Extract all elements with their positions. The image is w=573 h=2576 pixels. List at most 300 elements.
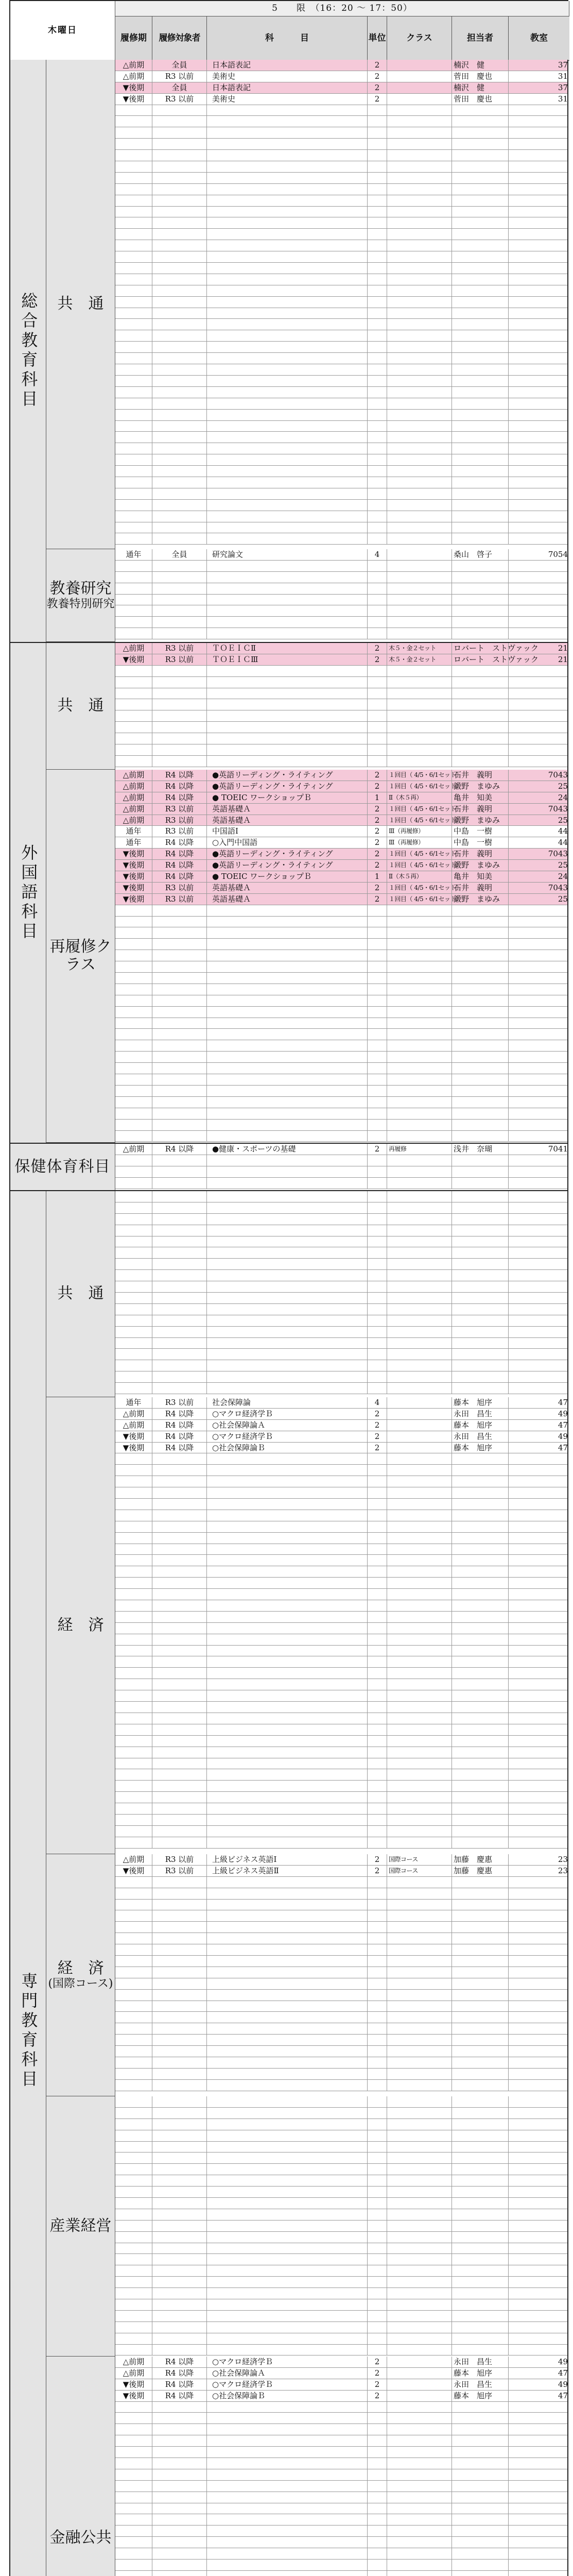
cell-instructor	[452, 699, 509, 710]
cell-credits: 2	[368, 2368, 387, 2379]
cell-room	[509, 127, 569, 138]
cell-term	[115, 1281, 152, 1292]
table-row	[115, 973, 567, 984]
cell-instructor	[452, 1214, 509, 1225]
cell-class	[387, 561, 452, 571]
cell-credits	[368, 1155, 387, 1166]
cell-class	[387, 2288, 452, 2299]
table-row	[115, 2142, 567, 2153]
cell-instructor	[452, 561, 509, 571]
cell-room	[509, 1166, 569, 1177]
cell-credits	[368, 1510, 387, 1521]
cell-class	[387, 1967, 452, 1978]
cell-target	[152, 1097, 207, 1108]
cell-term	[115, 2119, 152, 2130]
table-row	[115, 2080, 567, 2091]
cell-subject	[207, 2322, 368, 2333]
cell-instructor	[452, 1270, 509, 1281]
cell-credits	[368, 1815, 387, 1825]
category-label: 保健体育科目	[10, 1144, 115, 1190]
table-row	[115, 2265, 567, 2277]
cell-subject	[207, 617, 368, 628]
cell-subject	[207, 1877, 368, 1888]
cell-instructor	[452, 2481, 509, 2492]
cell-room: 47	[558, 2368, 568, 2378]
table-row	[115, 1281, 567, 1293]
cell-credits	[368, 583, 387, 594]
table-row	[115, 1900, 567, 1911]
cell-term	[115, 1781, 152, 1791]
cell-target	[152, 308, 207, 319]
cell-term: ▼後期	[115, 883, 152, 893]
cell-class	[387, 1270, 452, 1281]
cell-target	[152, 1487, 207, 1498]
cell-target	[152, 398, 207, 409]
cell-subject: ● TOEIC ワークショップＢ	[207, 871, 368, 882]
cell-term	[115, 1510, 152, 1521]
cell-subject	[207, 1888, 368, 1899]
cell-room	[509, 710, 569, 721]
cell-target	[152, 628, 207, 639]
cell-instructor	[452, 161, 509, 172]
cell-class	[387, 1293, 452, 1303]
cell-class: Ⅱ（木５再）	[387, 792, 452, 803]
cell-room: 25	[558, 781, 568, 791]
cell-term	[115, 1888, 152, 1899]
cell-subject	[207, 240, 368, 251]
cell-room	[509, 1281, 569, 1292]
cell-class	[387, 1713, 452, 1724]
cell-class	[387, 2514, 452, 2525]
cell-target	[152, 939, 207, 950]
cell-class	[387, 1646, 452, 1656]
cell-instructor: ロバート ストヴァック	[452, 654, 509, 665]
cell-instructor	[452, 1555, 509, 1566]
table-row	[115, 643, 567, 654]
cell-term: △前期	[115, 1420, 152, 1431]
cell-room: 21	[558, 643, 568, 653]
cell-credits	[368, 297, 387, 308]
cell-target	[152, 1747, 207, 1758]
cell-subject: 美術史	[207, 71, 368, 82]
cell-target	[152, 927, 207, 938]
cell-class	[387, 2046, 452, 2057]
cell-subject	[207, 1236, 368, 1247]
subcategory-name: 産業経営	[49, 2216, 112, 2235]
cell-target	[152, 677, 207, 688]
cell-target	[152, 1837, 207, 1848]
cell-term	[115, 1155, 152, 1166]
cell-term: 通年	[115, 549, 152, 560]
cell-credits	[368, 1792, 387, 1803]
cell-instructor	[452, 628, 509, 639]
cell-class	[387, 127, 452, 138]
table-row	[115, 1724, 567, 1736]
cell-target	[152, 722, 207, 733]
cell-room	[509, 376, 569, 386]
category-block	[10, 1144, 567, 1191]
cell-instructor	[452, 1600, 509, 1611]
subcategory-text	[46, 938, 115, 974]
cell-subject	[207, 1600, 368, 1611]
cell-room	[509, 1349, 569, 1360]
table-row	[115, 595, 567, 606]
cell-subject	[207, 2447, 368, 2458]
cell-term	[115, 1967, 152, 1978]
cell-credits	[368, 2232, 387, 2243]
cell-room	[509, 2526, 569, 2536]
column-header-room: 教室	[509, 16, 569, 61]
cell-target	[152, 2413, 207, 2424]
cell-room	[509, 2119, 569, 2130]
cell-subject	[207, 1178, 368, 1189]
cell-room	[509, 1623, 569, 1634]
cell-room	[509, 297, 569, 308]
cell-target	[152, 2537, 207, 2548]
cell-class	[387, 2035, 452, 2045]
cell-room	[509, 905, 569, 916]
cell-target	[152, 688, 207, 699]
cell-credits	[368, 2209, 387, 2220]
table-row	[115, 1155, 567, 1166]
cell-subject: ●健康・スポーツの基礎	[207, 1144, 368, 1155]
cell-term	[115, 939, 152, 950]
cell-room	[509, 2288, 569, 2299]
cell-term: △前期	[115, 1409, 152, 1419]
cell-class	[387, 60, 452, 71]
table-row	[115, 2175, 567, 2187]
table-row	[115, 217, 567, 229]
subcategory-label	[46, 1854, 115, 2096]
table-row	[115, 1956, 567, 1967]
cell-term	[115, 2526, 152, 2536]
table-row	[115, 2108, 567, 2119]
cell-target: R4 以降	[152, 781, 207, 792]
cell-credits	[368, 1702, 387, 1713]
cell-room	[509, 1600, 569, 1611]
cell-subject	[207, 1131, 368, 1142]
cell-instructor	[452, 572, 509, 583]
cell-instructor	[452, 2402, 509, 2413]
cell-instructor	[452, 1029, 509, 1040]
cell-room	[509, 973, 569, 984]
cell-credits: 2	[368, 894, 387, 905]
cell-target	[152, 2119, 207, 2130]
cell-room	[509, 1304, 569, 1315]
cell-class	[387, 1612, 452, 1622]
column-header-instructor: 担当者	[452, 16, 509, 61]
cell-subject	[207, 710, 368, 721]
cell-term	[115, 1040, 152, 1051]
cell-room	[509, 995, 569, 1006]
cell-credits	[368, 2057, 387, 2068]
cell-class: Ⅱ（木５再）	[387, 871, 452, 882]
cell-term: 通年	[115, 1397, 152, 1408]
cell-target	[152, 605, 207, 616]
cell-instructor	[452, 1453, 509, 1464]
cell-target	[152, 1736, 207, 1747]
cell-room	[509, 688, 569, 699]
table-row	[115, 1713, 567, 1724]
cell-target: R4 以降	[152, 1443, 207, 1453]
cell-term	[115, 756, 152, 767]
cell-room	[509, 961, 569, 972]
cell-subject	[207, 628, 368, 639]
cell-class	[387, 1420, 452, 1431]
cell-room	[509, 2096, 569, 2107]
cell-term	[115, 1910, 152, 1921]
cell-target	[152, 2526, 207, 2536]
cell-credits	[368, 1040, 387, 1051]
cell-term	[115, 2243, 152, 2254]
cell-target: R3 以前	[152, 883, 207, 893]
category-block	[10, 1191, 567, 2576]
cell-subject: ●英語リーディング・ライティング	[207, 849, 368, 859]
cell-class	[387, 1933, 452, 1944]
cell-credits	[368, 421, 387, 432]
cell-class	[387, 688, 452, 699]
cell-instructor	[452, 595, 509, 605]
cell-room	[509, 229, 569, 240]
table-row	[115, 1679, 567, 1690]
cell-credits	[368, 1578, 387, 1588]
subcategory-label	[46, 60, 115, 549]
cell-term	[115, 2012, 152, 2023]
cell-term	[115, 1555, 152, 1566]
table-row	[115, 1063, 567, 1074]
cell-room	[509, 1713, 569, 1724]
cell-target	[152, 733, 207, 744]
cell-subject	[207, 1724, 368, 1735]
cell-room	[509, 2080, 569, 2091]
cell-term	[115, 443, 152, 454]
cell-target: R4 以降	[152, 1431, 207, 1442]
cell-instructor	[452, 2447, 509, 2458]
table-row	[115, 1293, 567, 1304]
cell-credits	[368, 699, 387, 710]
cell-class	[387, 2503, 452, 2514]
cell-credits	[368, 184, 387, 195]
cell-credits	[368, 1029, 387, 1040]
table-row	[115, 2402, 567, 2413]
cell-class	[387, 2080, 452, 2091]
cell-room: 37	[558, 82, 568, 92]
cell-room	[509, 2458, 569, 2469]
cell-subject	[207, 376, 368, 386]
cell-term	[115, 1612, 152, 1622]
cell-term	[115, 2130, 152, 2141]
table-row	[115, 1383, 567, 1394]
cell-subject: 日本語表記	[207, 60, 368, 71]
table-row	[115, 1600, 567, 1612]
cell-term	[115, 1383, 152, 1394]
cell-room	[509, 173, 569, 183]
cell-term: △前期	[115, 2357, 152, 2367]
cell-class	[387, 1349, 452, 1360]
cell-target	[152, 1476, 207, 1487]
cell-subject: ○入門中国語	[207, 837, 368, 848]
cell-term	[115, 2057, 152, 2068]
cell-room: 7041	[548, 1144, 568, 1154]
table-row	[115, 605, 567, 617]
table-row	[115, 883, 567, 894]
cell-instructor	[452, 454, 509, 465]
cell-class	[387, 1259, 452, 1269]
cell-target	[152, 364, 207, 375]
cell-class	[387, 1533, 452, 1544]
cell-class	[387, 2322, 452, 2333]
cell-subject	[207, 285, 368, 296]
table-row	[115, 1944, 567, 1956]
cell-subject	[207, 522, 368, 533]
cell-credits: 2	[368, 826, 387, 837]
cell-term	[115, 1944, 152, 1955]
cell-target	[152, 1533, 207, 1544]
cell-subject	[207, 1634, 368, 1645]
cell-target	[152, 477, 207, 488]
cell-credits	[368, 1679, 387, 1690]
cell-term	[115, 2001, 152, 2012]
cell-subject: ○マクロ経済学Ｂ	[207, 2357, 368, 2367]
cell-credits	[368, 1166, 387, 1177]
table-row	[115, 1371, 567, 1383]
cell-credits	[368, 1063, 387, 1074]
cell-room	[509, 677, 569, 688]
cell-instructor: 加藤 慶惠	[452, 1854, 509, 1865]
cell-instructor	[452, 1837, 509, 1848]
cell-credits	[368, 1944, 387, 1955]
cell-class	[387, 1634, 452, 1645]
cell-room	[509, 1656, 569, 1667]
cell-room	[509, 1702, 569, 1713]
cell-class	[387, 308, 452, 319]
cell-target	[152, 2447, 207, 2458]
cell-term	[115, 1713, 152, 1724]
cell-subject	[207, 561, 368, 571]
cell-term: ▼後期	[115, 82, 152, 93]
table-row	[115, 1178, 567, 1189]
cell-room	[509, 1724, 569, 1735]
cell-instructor	[452, 1877, 509, 1888]
cell-target: R3 以前	[152, 94, 207, 105]
cell-credits	[368, 1566, 387, 1577]
cell-class	[387, 1656, 452, 1667]
cell-subject	[207, 2153, 368, 2163]
cell-target	[152, 1338, 207, 1349]
cell-credits: 2	[368, 654, 387, 665]
cell-target	[152, 2012, 207, 2023]
cell-subject	[207, 1304, 368, 1315]
cell-class	[387, 2424, 452, 2435]
cell-instructor	[452, 1007, 509, 1018]
table-row	[115, 2435, 567, 2447]
cell-subject	[207, 1646, 368, 1656]
cell-instructor	[452, 127, 509, 138]
cell-subject	[207, 195, 368, 206]
cell-room	[509, 595, 569, 605]
cell-term	[115, 263, 152, 274]
cell-subject	[207, 1052, 368, 1062]
cell-target	[152, 1956, 207, 1967]
cell-subject	[207, 1371, 368, 1382]
cell-subject	[207, 500, 368, 511]
cell-room	[509, 511, 569, 522]
cell-target	[152, 1933, 207, 1944]
cell-room: 7043	[548, 770, 568, 779]
cell-instructor	[452, 477, 509, 488]
table-row	[115, 1510, 567, 1521]
cell-class	[387, 353, 452, 364]
cell-credits	[368, 1247, 387, 1258]
cell-target	[152, 756, 207, 767]
cell-instructor	[452, 1383, 509, 1394]
cell-term: ▼後期	[115, 94, 152, 105]
cell-target	[152, 263, 207, 274]
cell-room	[509, 522, 569, 533]
cell-room	[509, 1465, 569, 1476]
cell-subject	[207, 421, 368, 432]
cell-room	[509, 605, 569, 616]
cell-target: 全員	[152, 60, 207, 71]
cell-credits	[368, 2402, 387, 2413]
cell-class	[387, 2379, 452, 2390]
cell-subject	[207, 927, 368, 938]
cell-room	[509, 274, 569, 285]
cell-instructor: 永田 昌生	[452, 1409, 509, 1419]
table-row	[115, 1612, 567, 1623]
cell-target	[152, 330, 207, 341]
cell-subject: ＴＯＥＩＣⅡ	[207, 643, 368, 654]
cell-credits	[368, 2322, 387, 2333]
cell-instructor: 中島 一樹	[452, 826, 509, 837]
cell-instructor	[452, 229, 509, 240]
cell-credits	[368, 2469, 387, 2480]
cell-term	[115, 1679, 152, 1690]
cell-room	[509, 2311, 569, 2321]
cell-room	[509, 1877, 569, 1888]
cell-class	[387, 82, 452, 93]
cell-credits	[368, 319, 387, 330]
cell-term	[115, 161, 152, 172]
table-row	[115, 1214, 567, 1225]
cell-target	[152, 710, 207, 721]
cell-subject	[207, 477, 368, 488]
cell-target	[152, 1120, 207, 1130]
cell-class	[387, 1566, 452, 1577]
cell-term	[115, 2402, 152, 2413]
cell-target	[152, 1679, 207, 1690]
cell-term	[115, 2035, 152, 2045]
cell-class	[387, 1155, 452, 1166]
cell-room: 31	[558, 71, 568, 81]
cell-credits	[368, 1383, 387, 1394]
cell-credits	[368, 1281, 387, 1292]
cell-instructor	[452, 173, 509, 183]
cell-target	[152, 1769, 207, 1780]
cell-instructor	[452, 1338, 509, 1349]
cell-term	[115, 2537, 152, 2548]
cell-instructor	[452, 387, 509, 398]
cell-class	[387, 2057, 452, 2068]
table-row	[115, 353, 567, 364]
cell-credits	[368, 1555, 387, 1566]
cell-term	[115, 1521, 152, 1532]
cell-credits: 2	[368, 94, 387, 105]
table-row	[115, 1888, 567, 1900]
cell-term	[115, 195, 152, 206]
cell-instructor	[452, 2153, 509, 2163]
cell-term	[115, 105, 152, 116]
